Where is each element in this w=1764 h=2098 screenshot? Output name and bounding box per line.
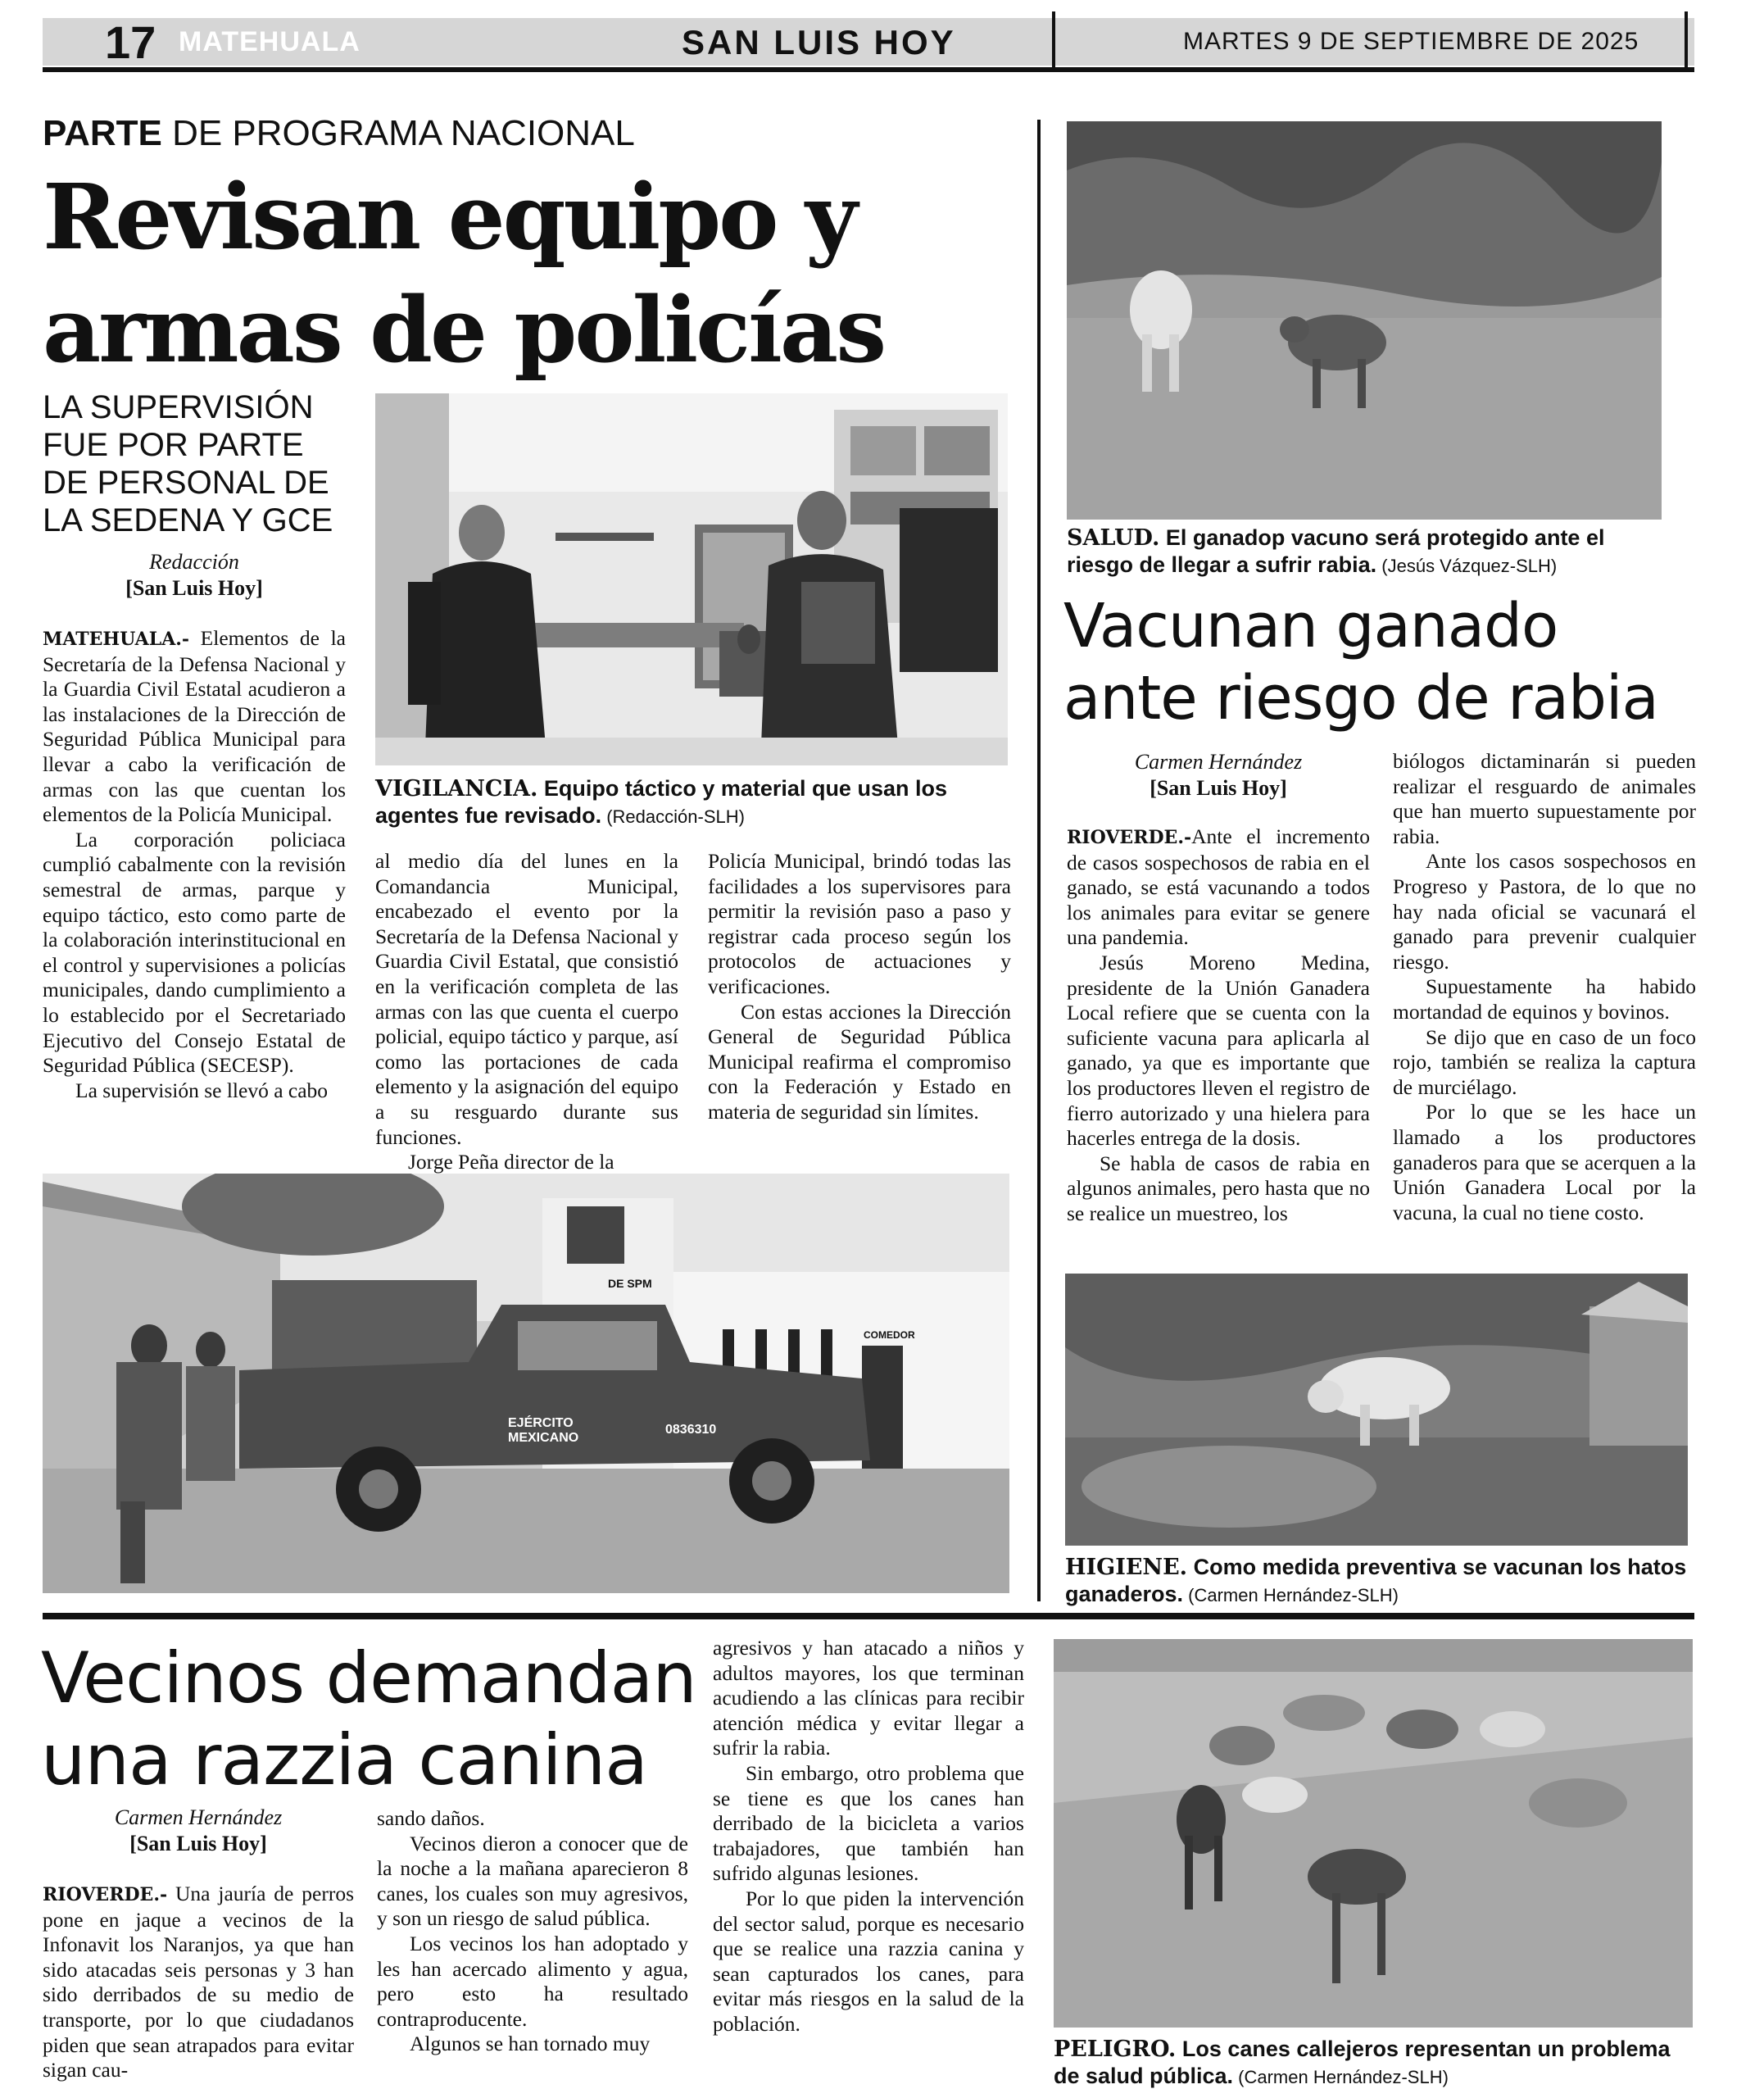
header-divider [1052,11,1055,70]
building-sign: DE SPM [608,1277,652,1290]
header-rule [43,67,1694,72]
section-rule [43,1613,1694,1619]
story2-byline: Carmen Hernández [San Luis Hoy] [1134,750,1303,800]
story2-photo2-caption: HIGIENE. Como medida preventiva se vacunan los hatos ganaderos. (Carmen Hernández-SLH) [1065,1555,1687,1606]
story1-byline: Redacción [San Luis Hoy] [125,550,263,600]
story1-column-3: Policía Municipal, brindó todas las facilidades a los supervisores para permitir la revisión paso a paso y registrar cada proceso según los protocolos de actuaciones y verificaciones. Con estas acciones la Dirección General de Seguridad Pública Municipal reafirma el compromiso con la Federación y Estado en materia de seguridad sin límites. [708,849,1011,1124]
story1-photo-caption: VIGILANCIA. Equipo táctico y material que usan los agentes fue revisado. (Redacción-SLH) [375,776,947,828]
comedor-sign: COMEDOR [864,1329,915,1341]
story3-column-2: sando daños. Vecinos dieron a conocer que de la noche a la mañana aparecieron 8 canes, los cuales son muy agresivos, y son un riesgo de salud pública. Los vecinos los han adoptado y les han acercado alimento y agua, pero esto ha resultado contraproducente. Algunos se han tornado muy [377,1806,688,2056]
story1-photo-truck [43,1174,1009,1593]
issue-date: MARTES 9 DE SEPTIEMBRE DE 2025 [1183,28,1639,55]
story1-kicker: PARTE DE PROGRAMA NACIONAL [43,113,635,153]
story1-headline: Revisan equipo y armas de policías [43,164,885,383]
story2-photo-caption: SALUD. El ganadop vacuno será protegido ante el riesgo de llegar a sufrir rabia. (Jesús Vázquez-SLH) [1067,525,1605,577]
story2-headline: Vacunan ganado ante riesgo de rabia [1063,591,1658,733]
story2-column-1: RIOVERDE.-Ante el incremento de casos sospechosos de rabia en el ganado, se está vacunando a todos los animales para evitar se genere una pandemia. Jesús Moreno Medina, presidente de la Unión Ganadera Local refiere que se cuenta con la suficiente vacuna para aplicarla al ganado, ya que es importante que los productores lleven el registro de fierro autorizado y una hielera para hacerles entrega de la dosis. Se habla de casos de rabia en algunos animales, pero hasta que no se realice un muestreo, los [1067,824,1370,1225]
story1-deck: LA SUPERVISIÓN FUE POR PARTE DE PERSONAL DE LA SEDENA Y GCE [43,389,333,538]
newspaper-brand: SAN LUIS HOY [682,23,956,61]
truck-label: EJÉRCITO MEXICANO [508,1416,579,1445]
story3-byline: Carmen Hernández [San Luis Hoy] [114,1805,283,1855]
story2-photo-cattle [1067,121,1662,520]
story3-column-1: RIOVERDE.- Una jauría de perros pone en jaque a vecinos de la Infonavit los Naranjos, ya que han sido atacadas seis personas y 3 han sido derribados de su medio de transporte, por lo que ciudadanos piden que sean atrapados para evitar sigan cau- [43,1882,354,2082]
story1-column-1: MATEHUALA.- Elementos de la Secretaría de la Defensa Nacional y la Guardia Civil Estatal acudieron a las instalaciones de la Dirección de Seguridad Pública Municipal para llevar a cabo la verificación de armas con las que cuentan los elementos de la Policía Municipal. La corporación policiaca cumplió cabalmente con la revisión semestral de armas, parque y equipo táctico, esto como parte de la colaboración interinstitucional en el control y supervisiones a policías municipales, dando cumplimiento a lo establecido por el Secretariado Ejecutivo del Consejo Estatal de Seguridad Pública (SECESP). La supervisión se llevó a cabo [43,626,346,1102]
page-number: 17 [105,16,156,68]
story3-column-3: agresivos y han atacado a niños y adultos mayores, los que terminan acudiendo a las clínicas para recibir atención médica y evitar llegar a sufrir la rabia. Sin embargo, otro problema que se tiene es que los canes han derribado de la bicicleta a varios trabajadores, que también han sufrido algunas lesiones. Por lo que piden la intervención del sector salud, porque es necesario que se realice una razzia canina y sean capturados los canes, para evitar más riesgos en la salud de la población. [713,1636,1024,2036]
story3-photo-dogs [1054,1639,1693,2028]
section-name: MATEHUALA [179,26,361,57]
header-divider [1685,11,1688,70]
story3-headline: Vecinos demandan una razzia canina [41,1637,696,1801]
story2-photo-herd [1065,1274,1688,1546]
story2-column-2: biólogos dictaminarán si pueden realizar el resguardo de animales que han muerto supuestamente por rabia. Ante los casos sospechosos en Progreso y Pastora, de lo que no hay nada oficial se vacunará el ganado para prevenir cualquier riesgo. Supuestamente ha habido mortandad de equinos y bovinos. Se dijo que en caso de un foco rojo, también se realiza la captura de murciélago. Por lo que se les hace un llamado a los productores ganaderos para que se acerquen a la Unión Ganadera Local por la vacuna, la cual no tiene costo. [1393,749,1696,1224]
story1-photo-office [375,393,1008,765]
column-rule [1037,120,1041,1601]
story3-photo-caption: PELIGRO. Los canes callejeros representan un problema de salud pública. (Carmen Hernández-SLH) [1054,2037,1671,2088]
story1-column-2: al medio día del lunes en la Comandancia Municipal, encabezado el evento por la Secretaría de la Defensa Nacional y Guardia Civil Estatal, que consistió en la verificación completa de las armas con las que cuenta el cuerpo policial, equipo táctico y parque, así como las portaciones de cada elemento y la asignación del equipo a su resguardo durante sus funciones. Jorge Peña director de la [375,849,678,1174]
truck-number: 0836310 [665,1423,717,1437]
